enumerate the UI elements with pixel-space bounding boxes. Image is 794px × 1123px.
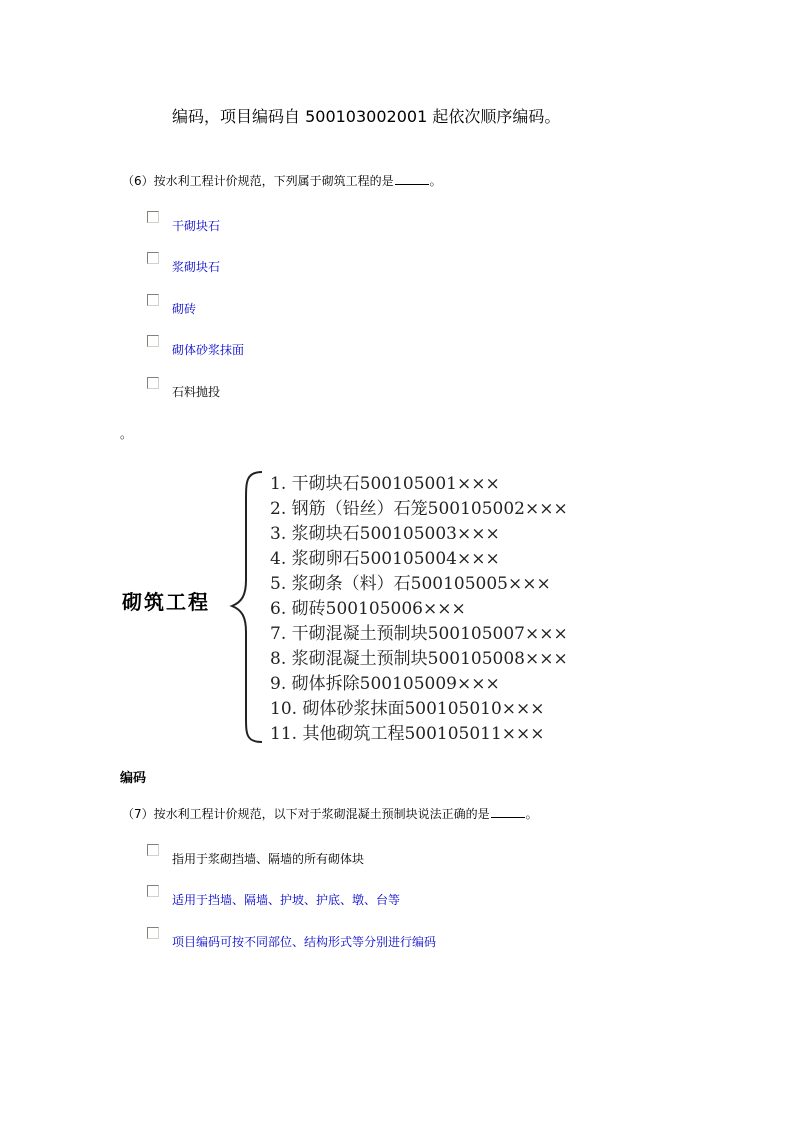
- checkbox[interactable]: [147, 377, 159, 389]
- diagram-item-3: 3. 浆砌块石500105003×××: [270, 524, 500, 544]
- question-7-text: （7）按水利工程计价规范，以下对于浆砌混凝土预制块说法正确的是: [122, 807, 490, 821]
- option-label: 砌砖: [172, 302, 197, 316]
- curly-brace-icon: [228, 470, 268, 746]
- answer-blank: [491, 807, 525, 818]
- checkbox[interactable]: [147, 335, 159, 347]
- diagram-title: 砌筑工程: [122, 590, 210, 614]
- diagram-item-11: 11. 其他砌筑工程500105011×××: [270, 724, 545, 744]
- question-6-end: 。: [429, 174, 442, 188]
- checkbox[interactable]: [147, 844, 159, 856]
- checkbox[interactable]: [147, 927, 159, 939]
- option-label: 指用于浆砌挡墙、隔墙的所有砌体块: [172, 852, 365, 866]
- diagram-item-10: 10. 砌体砂浆抹面500105010×××: [270, 699, 545, 719]
- option-label: 干砌块石: [172, 219, 221, 233]
- diagram-item-2: 2. 钢筋（铅丝）石笼500105002×××: [270, 499, 568, 519]
- option-label: 项目编码可按不同部位、结构形式等分别进行编码: [172, 935, 437, 949]
- diagram-item-9: 9. 砌体拆除500105009×××: [270, 674, 500, 694]
- question-7-end: 。: [525, 807, 538, 821]
- question-6: [122, 172, 442, 189]
- checkbox[interactable]: [147, 885, 159, 897]
- diagram-item-5: 5. 浆砌条（料）石500105005×××: [270, 574, 551, 594]
- stray-period: 。: [120, 427, 133, 441]
- option-label: 浆砌块石: [172, 260, 221, 274]
- option-label: 石料抛投: [172, 385, 221, 399]
- checkbox[interactable]: [147, 252, 159, 264]
- option-label: 砌体砂浆抹面: [172, 343, 245, 357]
- checkbox[interactable]: [147, 294, 159, 306]
- question-6-text: （6）按水利工程计价规范，下列属于砌筑工程的是: [122, 174, 394, 188]
- checkbox[interactable]: [147, 211, 159, 223]
- option-label: 适用于挡墙、隔墙、护坡、护底、墩、台等: [172, 893, 401, 907]
- diagram-item-6: 6. 砌砖500105006×××: [270, 599, 466, 619]
- diagram-item-8: 8. 浆砌混凝土预制块500105008×××: [270, 649, 568, 669]
- intro-line: 编码，项目编码自 500103002001 起依次顺序编码。: [172, 107, 561, 126]
- diagram-item-1: 1. 干砌块石500105001×××: [270, 474, 500, 494]
- diagram-item-7: 7. 干砌混凝土预制块500105007×××: [270, 624, 568, 644]
- diagram-item-4: 4. 浆砌卵石500105004×××: [270, 549, 500, 569]
- question-7: [122, 805, 538, 822]
- answer-blank: [395, 174, 429, 185]
- section-label: 编码: [120, 771, 147, 786]
